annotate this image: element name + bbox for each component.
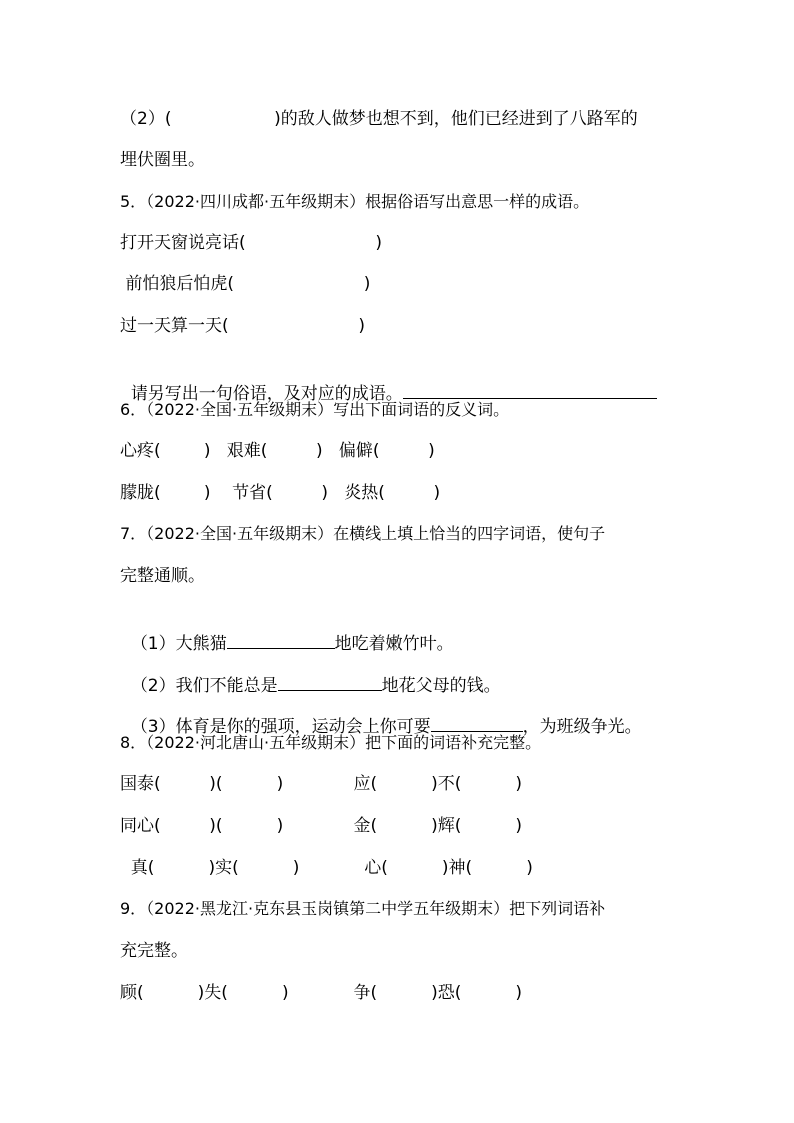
q8-row-2: 同心( )( ) 金( )辉( ) (120, 816, 523, 836)
q5-header: 5．（2022·四川成都·五年级期末）根据俗语写出意思一样的成语。 (120, 192, 590, 211)
q9-row-1: 顾( )失( ) 争( )恐( ) (120, 983, 523, 1003)
q7-header-cont: 完整通顺。 (120, 566, 205, 586)
q5-proverb-2: 前怕狼后怕虎( ) (120, 274, 371, 294)
answer-blank[interactable] (431, 713, 523, 732)
q5-proverb-3: 过一天算一天( ) (120, 316, 365, 336)
q5-proverb-1: 打开天窗说亮话( ) (120, 233, 382, 253)
q7-item-3-end: ，为班级争光。 (522, 717, 642, 737)
q6-row-2: 朦胧( ) 节省( ) 炎热( ) (120, 483, 441, 503)
q7-item-3-start: （3）体育是你的强项，运动会上你可要 (130, 717, 431, 737)
q8-header: 8．（2022·河北唐山·五年级期末）把下面的词语补充完整。 (120, 733, 542, 752)
q6-header: 6．（2022·全国·五年级期末）写出下面词语的反义词。 (120, 400, 510, 419)
q9-header-cont: 充完整。 (120, 941, 188, 961)
q7-item-1-end: 地吃着嫩竹叶。 (334, 634, 454, 654)
answer-blank[interactable] (403, 380, 657, 399)
q7-item-2-start: （2）我们不能总是 (130, 676, 278, 696)
q4-item2-line2: 埋伏圈里。 (120, 150, 205, 170)
q8-row-3: 真( )实( ) 心( )神( ) (120, 858, 533, 878)
q4-item2-line1: （2）( )的敌人做梦也想不到，他们已经进到了八路军的 (120, 109, 638, 129)
q5-extra-text: 请另写出一句俗语，及对应的成语。 (130, 384, 403, 404)
q7-item-1-start: （1）大熊猫 (130, 634, 227, 654)
q9-header: 9．（2022·黑龙江·克东县玉岗镇第二中学五年级期末）把下列词语补 (120, 899, 606, 918)
q7-item-2-end: 地花父母的钱。 (381, 676, 501, 696)
q7-header: 7．（2022·全国·五年级期末）在横线上填上恰当的四字词语，使句子 (120, 524, 606, 543)
q6-row-1: 心疼( ) 艰难( ) 偏僻( ) (120, 441, 435, 461)
answer-blank[interactable] (227, 630, 335, 649)
q8-row-1: 国泰( )( ) 应( )不( ) (120, 774, 523, 794)
